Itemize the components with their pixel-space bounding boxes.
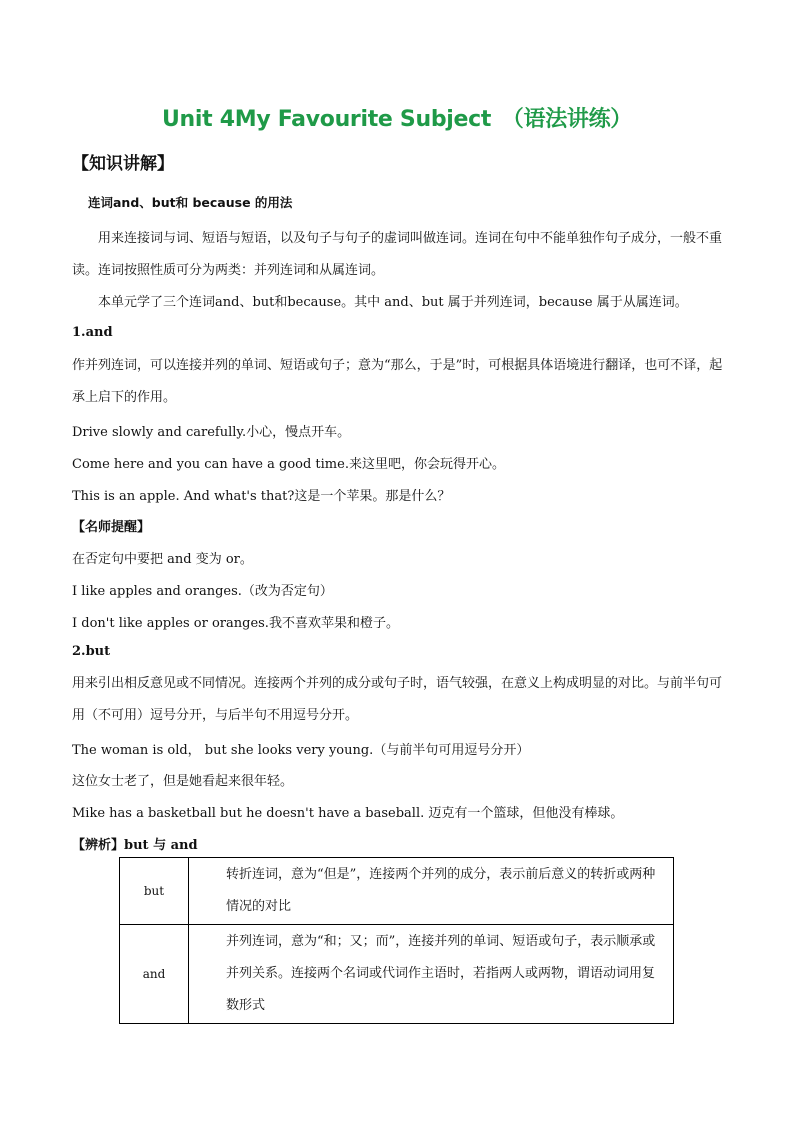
teacher-tip-line-3: I don't like apples or oranges.我不喜欢苹果和橙子。 [72, 616, 399, 631]
document-title: Unit 4My Favourite Subject （语法讲练） [161, 107, 632, 132]
intro-paragraph-1: 用来连接词与词、短语与短语，以及句子与句子的虚词叫做连词。连词在句中不能单独作句子成分，一般不重读。连词按照性质可分为两类：并列连词和从属连词。 [72, 231, 723, 278]
section-knowledge-heading: 【知识讲解】 [72, 154, 174, 174]
table-cell-description: 并列连词，意为“和；又；而”，连接并列的单词、短语或句子，表示顺承或并列关系。连接两个名词或代词作主语时，若指两人或两物，谓语动词用复数形式 [189, 925, 674, 1024]
but-example-3: Mike has a basketball but he doesn't have a baseball. 迈克有一个篮球，但他没有棒球。 [72, 806, 624, 821]
teacher-tip-line-2: I like apples and oranges.（改为否定句） [72, 584, 333, 599]
analysis-heading: 【辨析】but 与 and [72, 838, 198, 853]
teacher-tip-line-1: 在否定句中要把 and 变为 or。 [72, 552, 253, 567]
intro-paragraph-2: 本单元学了三个连词and、but和because。其中 and、but 属于并列连词，because 属于从属连词。 [98, 295, 688, 310]
teacher-tip-heading: 【名师提醒】 [72, 520, 151, 535]
but-example-2: 这位女士老了，但是她看起来很年轻。 [72, 774, 294, 789]
and-example-2: Come here and you can have a good time.来这里吧，你会玩得开心。 [72, 457, 505, 472]
and-heading: 1.and [72, 325, 113, 340]
table-row [120, 925, 674, 1024]
table-row [120, 858, 674, 925]
and-example-3: This is an apple. And what's that?这是一个苹果。那是什么？ [72, 489, 451, 504]
but-heading: 2.but [72, 644, 111, 659]
and-example-1: Drive slowly and carefully.小心，慢点开车。 [72, 425, 351, 440]
and-explanation: 作并列连词，可以连接并列的单词、短语或句子；意为“那么，于是”时，可根据具体语境进行翻译，也可不译，起承上启下的作用。 [72, 358, 723, 405]
table-cell-word: and [120, 925, 189, 1024]
table-cell-description: 转折连词，意为“但是”，连接两个并列的成分，表示前后意义的转折或两种情况的对比 [189, 858, 674, 925]
but-example-1: The woman is old， but she looks very young.（与前半句可用逗号分开） [72, 743, 530, 758]
topic-subheading: 连词and、but和 because 的用法 [88, 195, 293, 210]
but-explanation: 用来引出相反意见或不同情况。连接两个并列的成分或句子时，语气较强，在意义上构成明显的对比。与前半句可用（不可用）逗号分开，与后半句不用逗号分开。 [72, 676, 723, 723]
comparison-table [119, 857, 674, 1024]
table-cell-word: but [120, 858, 189, 925]
